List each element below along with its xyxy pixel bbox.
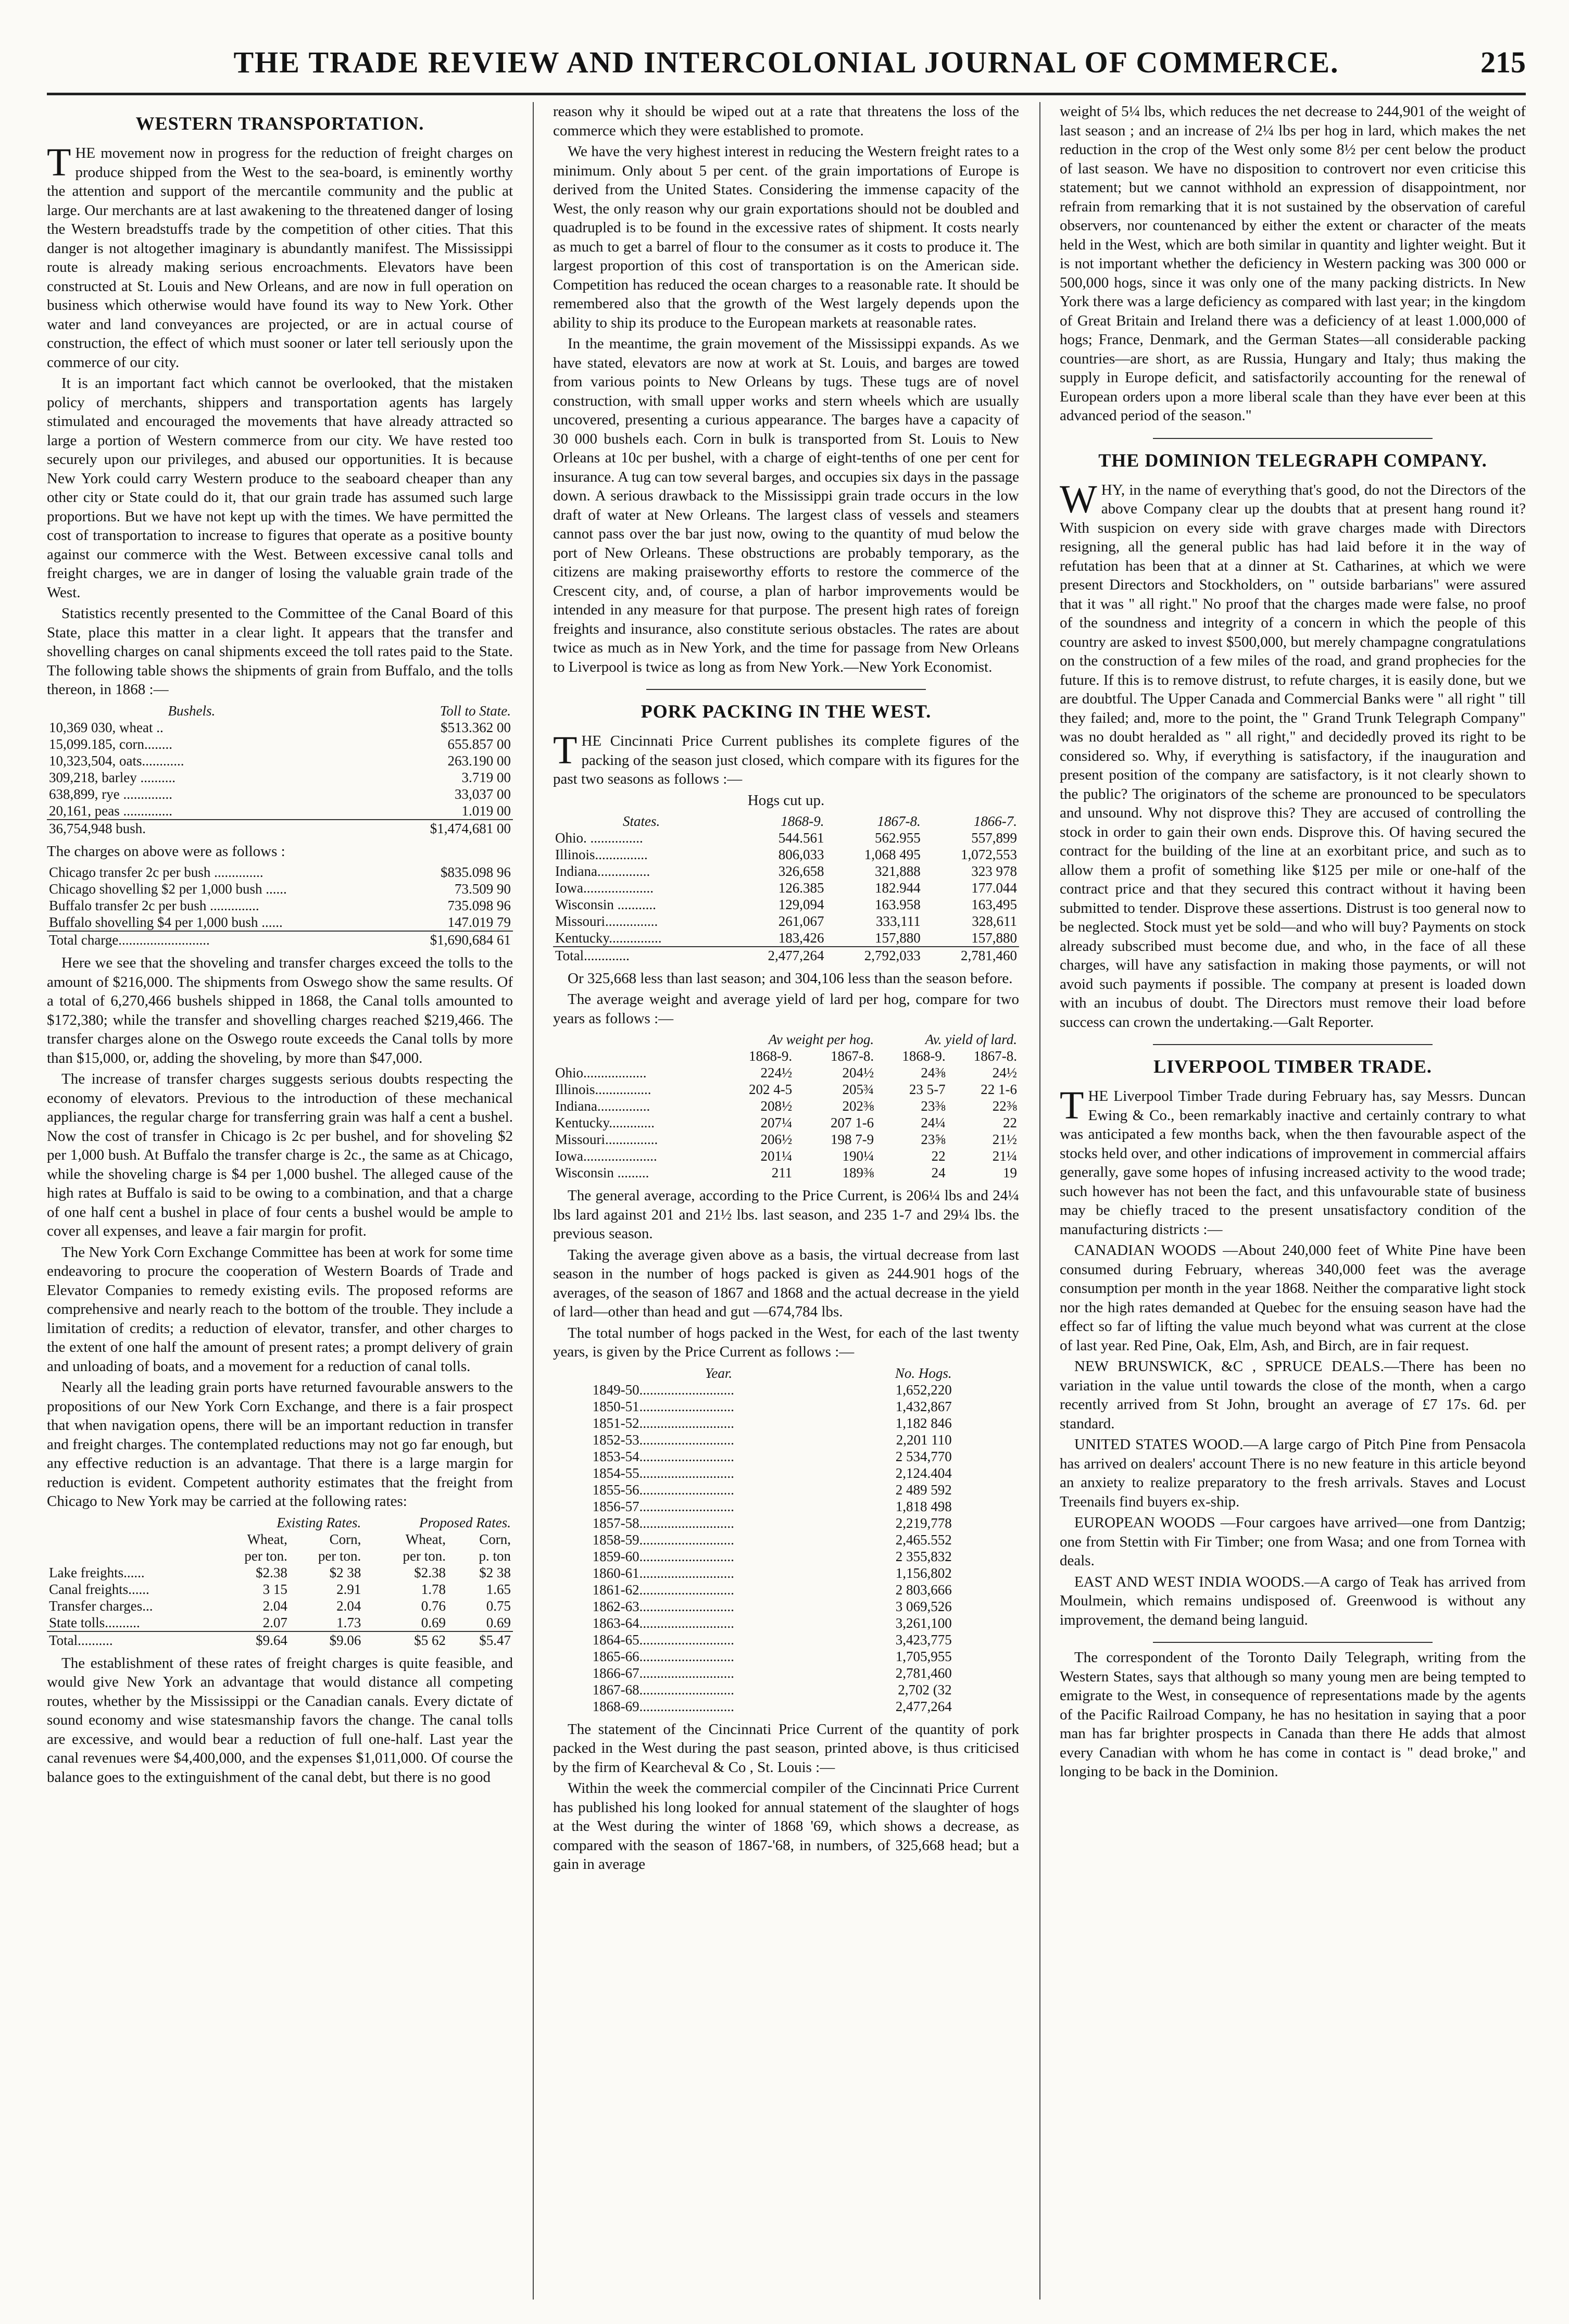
article-paragraph: UNITED STATES WOOD.—A large cargo of Pitch Pine from Pensacola has arrived on dealers' account There is no new feature in this article beyond an anxiety to realize preparatory to the fresh arrivals. Staves and Locust Treenails find buyers ex-ship. <box>1060 1436 1526 1510</box>
table-row: 638,899, rye .............. 33,037 00 <box>49 786 511 802</box>
table-row: Wisconsin ........... 129,094 163.958 163,495 <box>555 896 1017 912</box>
article-paragraph: Or 325,668 less than last season; and 304,106 less than the season before. <box>568 970 1013 987</box>
section-divider <box>1153 1044 1433 1045</box>
article-paragraph: The total number of hogs packed in the West, for each of the last twenty years, is given by the Price Current as follows :— <box>553 1324 1019 1360</box>
table-row: 1862-63........................... 3 069,526 <box>592 1598 952 1614</box>
freight-rates-table: Existing Rates. Proposed Rates. Wheat, Corn, Wheat, Corn, per ton. per ton. per ton. p. ton Lake freights...... $2.38 $2 38 $2.38 $2 38 Canal freights...... 3 15 2.91 1.78 1.65 Transfer charges... 2.04 2.04 0.76 0.75 State tolls.......... 2.07 1.73 0.69 0.69 Total.......... $9.64 $9.06 $5 62 $5.47 <box>47 1514 513 1649</box>
article-paragraph: weight of 5¼ lbs, which reduces the net decrease to 244,901 of the weight of last season ; and an increase of 2¼ lbs per hog in lard, which makes the net reduction in the crop of the West only some 8½ per cent below the product of last season. We have no disposition to controvert nor even criticise this statement; but we cannot withhold an expression of disappointment, nor refrain from remarking that it is not sustained by the observation of careful observers, nor countenanced by either the extent or character of the meats held in the West, which are both similar in quantity and lighter weight. But it is not important whether the deficiency in Western packing was 300 000 or 500,000 hogs, since it was only one of the many packing districts. In New York there was a large deficiency as compared with last year; in the kingdom of Great Britain and Ireland there was a deficiency of at least 1.000,000 of hogs; France, Denmark, and the German States—all considerable packing countries—are short, as are Russia, Hungary and Italy; thus making the supply in Europe deficit, and satisfactorily accounting for the renewal of European orders upon a more liberal scale than they have ever been at this advanced period of the season." <box>1060 103 1526 424</box>
table-row: Wisconsin ......... 211 189⅜ 24 19 <box>555 1165 1017 1180</box>
article-paragraph: EUROPEAN WOODS —Four cargoes have arrived—one from Dantzig; one from Stettin with Fir Timber; one from Wasa; and one from Tornea with deals. <box>1060 1514 1526 1569</box>
table-row: Missouri............... 261,067 333,111 328,611 <box>555 913 1017 929</box>
section-divider <box>646 689 926 690</box>
article-paragraph: NEW BRUNSWICK, &C , SPRUCE DEALS.—There has been no variation in the value until towards the close of the month, when a cargo recently arrived from St John, brought an average of £7 17s. 6d. per standard. <box>1060 1358 1526 1432</box>
table-row: Transfer charges... 2.04 2.04 0.76 0.75 <box>49 1598 511 1614</box>
table-row: 1853-54........................... 2 534,770 <box>592 1448 952 1464</box>
article-paragraph: The general average, according to the Price Current, is 206¼ lbs and 24¼ lbs lard against 201 and 21½ lbs. last season, and 235 1-7 and 29¼ lbs. the previous season. <box>553 1187 1019 1242</box>
table-row: 1855-56........................... 2 489 592 <box>592 1481 952 1498</box>
table-row: 1864-65........................... 3,423,775 <box>592 1631 952 1648</box>
article-paragraph: CANADIAN WOODS —About 240,000 feet of White Pine have been consumed during February, whereas 340,000 feet was the average consumption per month in the year 1868. Neither the comparative light stock nor the high rates demanded at Quebec for the ensuing season have had the effect so far of lifting the value much beyond what was current at the close of last year. Red Pine, Oak, Elm, Ash, and Birch, are in fair request. <box>1060 1242 1526 1354</box>
hogs-by-year-table: Year. No. Hogs. 1849-50........................... 1,652,220 1850-51........................... 1,432,867 1851-52........................... 1,182 846 1852-53........................... 2,201 110 1853-54........................... 2 534,770 1854-55........................... 2,124.404 1855-56........................... 2 489 592 1856-57........................... 1,818 498 1857-58........................... 2,219,778 1858-59........................... 2,465.552 1859-60........................... 2 355,832 1860-61........................... 1,156,802 1861-62........................... 2 803,666 1862-63........................... 3 069,526 1863-64........................... 3,261,100 1864-65........................... 3,423,775 1865-66........................... 1,705,955 1866-67........................... 2,781,460 1867-68........................... 2,702 (32 1868-69........................... 2,477,264 <box>591 1365 954 1715</box>
headline-liverpool-timber: LIVERPOOL TIMBER TRADE. <box>1153 1056 1432 1077</box>
table-row: 1861-62........................... 2 803,666 <box>592 1581 952 1598</box>
table-row: Chicago transfer 2c per bush .............. $835.098 96 <box>49 864 511 880</box>
table-row: Ohio. ............... 544.561 562.955 557,899 <box>555 830 1017 846</box>
drop-cap: W <box>1060 477 1097 521</box>
table-total-row: 36,754,948 bush. $1,474,681 00 <box>47 820 513 837</box>
table-row: 1850-51........................... 1,432,867 <box>592 1398 952 1414</box>
table-row: 10,369 030, wheat .. $513.362 00 <box>49 719 511 735</box>
headline-dominion-telegraph: THE DOMINION TELEGRAPH COMPANY. <box>1098 449 1487 471</box>
section-divider <box>1153 1642 1433 1643</box>
table-row: 309,218, barley .......... 3.719 00 <box>49 769 511 785</box>
table-row: Buffalo transfer 2c per bush .............. 735.098 96 <box>49 898 511 913</box>
table-row: 1863-64........................... 3,261,100 <box>592 1615 952 1631</box>
drop-cap: T <box>47 141 71 184</box>
article-paragraph: EAST AND WEST INDIA WOODS.—A cargo of Teak has arrived from Moulmein, which remains undisposed of. Greenwood is without any improvement, the demand being languid. <box>1060 1573 1526 1628</box>
running-head <box>47 45 1526 86</box>
article-paragraph: Statistics recently presented to the Committee of the Canal Board of this State, place this matter in a clear light. It appears that the transfer and shovelling charges on canal shipments exceed the toll rates paid to the State. The following table shows the shipments of grain from Buffalo, and the tolls thereon, in 1868 :— <box>47 605 513 698</box>
article-paragraph: THE movement now in progress for the reduction of freight charges on produce shipped from the West to the sea-board, is eminently worthy the attention and support of the mercantile community and the public at large. Our merchants are at last awakening to the threatened danger of losing the Western breadstuffs trade by the competition of other cities. That this danger is not altogether imaginary is abundantly manifest. The Mississippi route is already making serious encroachments. Elevators have been constructed at St. Louis and New Orleans, and are now in full operation on business which otherwise would have found its way to New York. Other water and land conveyances are projected, or are in actual course of construction, the effect of which must sooner or later tell seriously upon the commerce of our city. <box>47 141 513 371</box>
table-row: 1867-68........................... 2,702 (32 <box>592 1681 952 1698</box>
table-total-row: Total............. 2,477,264 2,792,033 2,781,460 <box>553 947 1019 964</box>
table-row: 1860-61........................... 1,156,802 <box>592 1565 952 1581</box>
grain-shipments-table <box>47 702 513 837</box>
article-paragraph: The establishment of these rates of freight charges is quite feasible, and would give New York an advantage that would distance all competing routes, whether by the Mississippi or the Canadian canals. Every dictate of sound economy and wise statesmanship favors the change. The canal tolls are excessive, and would bear a reduction of full one-half. Last year the canal revenues were $4,400,000, and the expenses $1,011,000. Of course the balance goes to the extinguishment of the canal debt, but there is no good <box>47 1654 513 1786</box>
hogs-cut-up-table: States. 1868-9. 1867-8. 1866-7. Ohio. ............... 544.561 562.955 557,899 Illinois............... 806,033 1,068 495 1,072,553 Indiana............... 326,658 321,888 323 978 Iowa.................... 126.385 182.944 177.044 Wisconsin ........... 129,094 163.958 163,495 Missouri............... 261,067 333,111 328,611 Kentucky............... 183,426 157,880 157,880 Total............. 2,477,264 2,792,033 2,781,460 <box>553 813 1019 964</box>
table-row: 20,161, peas .............. 1.019 00 <box>49 802 511 819</box>
table-row: Chicago shovelling $2 per 1,000 bush ...... 73.509 90 <box>49 881 511 897</box>
section-divider <box>1153 438 1433 439</box>
table-group-header: Existing Rates. <box>277 1514 361 1530</box>
article-paragraph: The New York Corn Exchange Committee has been at work for some time endeavoring to procure the cooperation of Western Boards of Trade and Elevator Companies to remedy existing evils. The proposed reforms are comprehensive and nearly reach to the bottom of the trouble. They include a limitation of credits; a reduction of elevator, transfer, and other charges to the extent of one half the amount of present rates; a prompt delivery of grain and unloading of boats, and a movement for a reduction of canal tolls. <box>47 1243 513 1375</box>
article-paragraph: The correspondent of the Toronto Daily Telegraph, writing from the Western States, says that although so many young men are being tempted to emigrate to the West, in consequence of representations made by the agents of the Pacific Railroad Company, he has no hesitation in saying that a poor man has far brighter prospects in Canada than there He adds that almost every Canadian with whom he has come in contact is " dead broke," and longing to be back in the Dominion. <box>1060 1649 1526 1780</box>
drop-cap: T <box>1060 1084 1084 1127</box>
table-row: 1866-67........................... 2,781,460 <box>592 1665 952 1681</box>
table-row: Illinois................ 202 4-5 205¾ 23 5-7 22 1-6 <box>555 1082 1017 1097</box>
table-row: Indiana............... 208½ 202⅜ 23⅜ 22⅜ <box>555 1098 1017 1114</box>
table-row: Illinois............... 806,033 1,068 495 1,072,553 <box>555 846 1017 862</box>
table-row: Iowa.................... 126.385 182.944 177.044 <box>555 880 1017 896</box>
table-group-header: Proposed Rates. <box>419 1514 511 1530</box>
table-row: Lake freights...... $2.38 $2 38 $2.38 $2 38 <box>49 1564 511 1580</box>
article-paragraph: We have the very highest interest in reducing the Western freight rates to a minimum. Only about 5 per cent. of the grain importations of Europe is derived from the United States. Considering the immense capacity of the West, the only reason why our grain exportations should not be doubled and quadrupled is to be found in the excessive rates of shipment. It costs nearly as much to get a barrel of flour to the consumer as it costs to produce it. The largest proportion of this cost of transportation is on the American side. Competition has reduced the ocean charges to a reasonable rate. It should be remembered also that the growth of the West largely depends upon the ability to ship its produce to the European markets at reasonable rates. <box>553 143 1019 331</box>
header-rule <box>47 93 1526 95</box>
article-paragraph: The average weight and average yield of lard per hog, compare for two years as follows :— <box>553 991 1019 1027</box>
article-paragraph: Here we see that the shoveling and transfer charges exceed the tolls to the amount of $216,000. The shipments from Oswego show the same results. Of a total of 6,270,466 bushels shipped in 1868, the Canal tolls amounted to $172,380; while the transfer and shovelling charges reached $219,466. The transfer charges alone on the Oswego route exceeds the Canal tolls by more than $15,000, or, adding the shoveling, by more than $47,000. <box>47 954 513 1066</box>
article-paragraph: THE Liverpool Timber Trade during February has, say Messrs. Duncan Ewing & Co., been remarkably inactive and certainly contrary to what was anticipated a few months back, when the then favourable aspect of the stocks held over, and other indications of improvement in commercial affairs generally, gave some hopes of infusing increased activity to the wood trade; such however has not been the fact, and this unfavourable state of business may be chiefly traced to the present unsatisfactory condition of the manufacturing districts :— <box>1060 1084 1526 1238</box>
hog-weight-table: Av weight per hog. Av. yield of lard. 1868-9. 1867-8. 1868-9. 1867-8. Ohio.................. 224½ 204½ 24⅜ 24½ Illinois................ 202 4-5 205¾ 23 5-7 22 1-6 Indiana............... 208½ 202⅜ 23⅜ 22⅜ Kentucky............. 207¼ 207 1-6 24¼ 22 Missouri............... 206½ 198 7-9 23⅝ 21½ Iowa..................... 201¼ 190¼ 22 21¼ Wisconsin ......... 211 189⅜ 24 19 <box>553 1031 1019 1181</box>
table-row: 1852-53........................... 2,201 110 <box>592 1431 952 1448</box>
headline-pork-packing: PORK PACKING IN THE WEST. <box>641 701 932 722</box>
article-paragraph: THE Cincinnati Price Current publishes its complete figures of the packing of the season just closed, which compare with its figures for the past two seasons as follows :— <box>553 728 1019 787</box>
article-columns <box>47 102 1526 2300</box>
table-row: 1865-66........................... 1,705,955 <box>592 1648 952 1664</box>
table-total-row: Total charge.......................... $1,690,684 61 <box>47 931 513 948</box>
table-row: 1858-59........................... 2,465.552 <box>592 1531 952 1548</box>
article-paragraph: reason why it should be wiped out at a rate that threatens the loss of the commerce which they were established to promote. <box>553 103 1019 139</box>
table-row: Kentucky............. 207¼ 207 1-6 24¼ 22 <box>555 1115 1017 1130</box>
article-paragraph: Taking the average given above as a basis, the virtual decrease from last season in the number of hogs packed is given as 244.901 hogs of the averages, of the season of 1867 and 1868 and the actual decrease in the yield of lard—other than head and gut —674,784 lbs. <box>553 1246 1019 1320</box>
article-paragraph: In the meantime, the grain movement of the Mississippi expands. As we have stated, elevators are now at work at St. Louis, and barges are towed from various points to New Orleans by tugs. These tugs are of novel construction, with small upper works and stern wheels which are usually uncovered, presenting a curious appearance. The barges have a capacity of 30 000 bushels each. Corn in bulk is transported from St. Louis to New Orleans at 10c per bushel, with a charge of eight-tenths of one per cent for insurance. A tug can tow several barges, and occupies six days in the passage down. A serious drawback to the Mississippi grain trade occurs in the low draft of water at New Orleans. The largest class of vessels and steamers cannot pass over the bar just now, owing to the quantity of mud below the port of New Orleans. These obstructions are probably temporary, as the citizens are making praiseworthy efforts to restore the commerce of the Crescent city, and, of course, a plan of harbor improvements would be intended in any measure for that purpose. The present high rates of foreign freights and insurance, also constitute serious obstacles. The rates are about twice as much as in New York, and the time for passage from New Orleans to Liverpool is twice as long as from New York.—New York Economist. <box>553 335 1019 675</box>
table-row: Missouri............... 206½ 198 7-9 23⅝ 21½ <box>555 1132 1017 1147</box>
table-header: Toll to State. <box>440 702 511 719</box>
article-paragraph: WHY, in the name of everything that's good, do not the Directors of the above Company clear up the doubts that at present hang round it? With suspicion on every side with grave charges made with Directors resigning, all the general public has had laid before it in the way of refutation has been that at a dinner at St. Catharines, at which we were present Directors and Stockholders, on " outside barbarians" were assured that it was " all right." No proof that the charges made were false, no proof of the soundness and integrity of a concern in which the people of this country are asked to invest $500,000, but merely champagne congratulations on the construction of a few miles of the road, and grand prophecies for the future. If this is to remove distrust, to refute charges, it is easily done, but we are doubtful. The Upper Canada and Commercial Banks were " all right " till they failed; and, more to the point, the " Grand Trunk Telegraph Company" was no doubt heralded as " all right," and decidedly proved its right to be considered so. Why, if everything is satisfactory, if the inauguration and present position of the company are satisfactory, is it not clearly shown to the public? The originators of the scheme are pronounced to be speculators and unsound. Why not disprove this? They are accused of controlling the stock in order to gain their own ends. Disprove this. Of having secured the contract for the building of the line at an exorbitant price, and such as to allow them a profit of something like $125 per mile or one-half of the contract price and that they secured this contract without it having been submitted to tender. Disprove these assertions. Distrust is too general now to be neglected. Stock must yet be sold—and who will buy? Payments on stock already subscribed must become due, and who, in the face of all these charges, will have any satisfaction in making those payments, or will not avoid such payments if possible. The company at present is loaded down with an incubus of doubt. The Directors must remove their load before success can crown the undertaking.—Galt Reporter. <box>1060 477 1526 1031</box>
table-row: 10,323,504, oats............ 263.190 00 <box>49 752 511 769</box>
headline-western-transportation: WESTERN TRANSPORTATION. <box>135 113 424 134</box>
table-row: Ohio.................. 224½ 204½ 24⅜ 24½ <box>555 1065 1017 1081</box>
drop-cap: T <box>553 728 578 772</box>
table-row: 15,099.185, corn........ 655.857 00 <box>49 736 511 752</box>
table-row: 1857-58........................... 2,219,778 <box>592 1515 952 1531</box>
article-paragraph: Within the week the commercial compiler of the Cincinnati Price Current has published his long looked for annual statement of the slaughter of hogs at the West during the winter of 1868 '69, which shows a decrease, as compared with the season of 1867-'68, in numbers, of 325,668 head; but a gain in average <box>553 1780 1019 1873</box>
article-paragraph: The charges on above were as follows : <box>47 843 285 860</box>
table-row: 1856-57........................... 1,818 498 <box>592 1498 952 1514</box>
column-3 <box>1060 102 1526 2300</box>
charges-table <box>47 864 513 948</box>
table-row: 1854-55........................... 2,124.404 <box>592 1465 952 1481</box>
table-row: 1859-60........................... 2 355,832 <box>592 1548 952 1564</box>
table-row: Indiana............... 326,658 321,888 323 978 <box>555 863 1017 879</box>
table-row: State tolls.......... 2.07 1.73 0.69 0.69 <box>49 1614 511 1630</box>
table-row: Iowa..................... 201¼ 190¼ 22 21¼ <box>555 1148 1017 1164</box>
page-number: 215 <box>1480 45 1526 79</box>
table-total-row: Total.......... $9.64 $9.06 $5 62 $5.47 <box>47 1631 513 1649</box>
table-row: 1851-52........................... 1,182 846 <box>592 1415 952 1431</box>
table-row: Kentucky............... 183,426 157,880 157,880 <box>555 929 1017 946</box>
article-paragraph: It is an important fact which cannot be overlooked, that the mistaken policy of merchants, shippers and transportation agents has largely stimulated and encouraged the movements that have already attracted so large a portion of Western commerce from our city. We have rested too securely upon our privileges, and abused our opportunities. It is because New York could carry Western produce to the seaboard cheaper than any other city or State could do it, that our grain trade has assumed such large proportions. But we have not kept up with the times. We have permitted the cost of transportation to increase to figures that operate as a positive bounty against our commerce with the West. Between excessive canal tolls and freight charges, we are in danger of losing the valuable grain trade of the West. <box>47 375 513 601</box>
column-1 <box>47 102 513 2300</box>
table-row: 1849-50........................... 1,652,220 <box>592 1381 952 1398</box>
article-paragraph: The statement of the Cincinnati Price Current of the quantity of pork packed in the West during the past season, printed above, is thus criticised by the firm of Kearcheval & Co , St. Louis :— <box>553 1720 1019 1776</box>
article-paragraph: Nearly all the leading grain ports have returned favourable answers to the propositions of our New York Corn Exchange, and there is a fair prospect that when navigation opens, there will be an important reduction in transfer and freight charges. The contemplated reductions may not go far enough, but any effective reduction is an advantage. That there is a large margin for reduction is evident. Competent authority estimates that the freight from Chicago to New York may be carried at the following rates: <box>47 1379 513 1510</box>
table-header: Bushels. <box>168 702 216 719</box>
table-row: 1868-69........................... 2,477,264 <box>592 1698 952 1714</box>
table-row: Buffalo shovelling $4 per 1,000 bush ...... 147.019 79 <box>49 914 511 930</box>
table-caption: Hogs cut up. <box>747 792 825 809</box>
table-row: Canal freights...... 3 15 2.91 1.78 1.65 <box>49 1581 511 1597</box>
article-paragraph: The increase of transfer charges suggests serious doubts respecting the economy of elevators. Previous to the introduction of these mechanical appliances, the regular charge for transferring grain was half a cent a bushel. Now the cost of transfer in Chicago is 2c per bushel, and for shoveling $2 per 1,000 bush. At Buffalo the transfer charge is 2c., the same as at Chicago, while the shoveling charge is $4 per 1,000 bushel. The alleged cause of the high rates at Buffalo is said to be owing to a combination, and that a charge of one half cent a bushel in place of four cents a bushel would be ample to cover all expenses, and leave a fair margin for profit. <box>47 1071 513 1239</box>
column-2 <box>553 102 1019 2300</box>
journal-title: THE TRADE REVIEW AND INTERCOLONIAL JOURNAL OF COMMERCE. <box>233 45 1339 79</box>
